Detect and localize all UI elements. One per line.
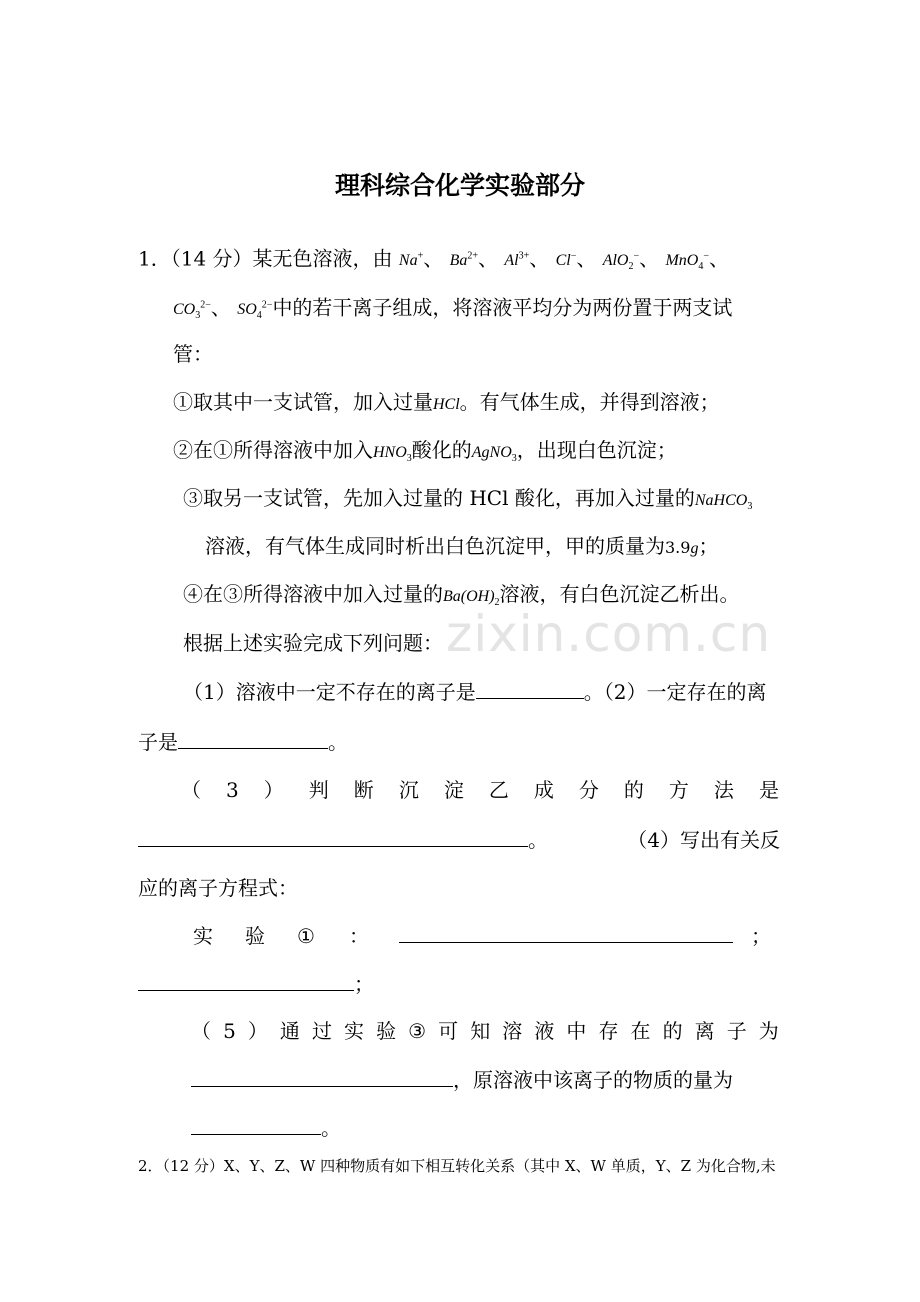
step-3-line2: 溶液，有气体生成同时析出白色沉淀甲，甲的质量为3.9g； [205, 534, 719, 558]
mass-value: 3.9 [665, 538, 691, 557]
ion-cl: Cl− [555, 251, 577, 270]
q1-line1: 1．（14 分）某无色溶液，由 Na+、 $Ba^{2+}$、 $Al^{3+}$、 Cl−、 AlO$_2$−、 MnO$_4$−、 [138, 246, 729, 273]
answer-blank-5b[interactable] [191, 1114, 321, 1135]
watermark: zixin.com.cn [446, 605, 772, 663]
sub-question-5-line2: ，原溶液中该离子的物质的量为 [191, 1066, 733, 1094]
formula-baoh2: $Ba(OH)_2$ [443, 588, 500, 609]
ion-mno4: MnO$_4$− [665, 251, 709, 273]
sub-question-5: （ 5 ） 通 过 实 验 ③ 可 知 溶 液 中 存 在 的 离 子 为 [191, 1019, 779, 1043]
sub-question-5-line3: 。 [191, 1114, 341, 1142]
q1-number: 1．（14 分） [138, 246, 253, 271]
ion-co3: $CO_3^{2-}$ [173, 300, 211, 322]
answer-blank-3[interactable] [138, 826, 528, 847]
answer-blank-4a[interactable] [399, 922, 733, 943]
step-2: ②在①所得溶液中加入$HNO_3$酸化的AgNO$_3$，出现白色沉淀； [173, 438, 677, 465]
sub-question-4: 应的离子方程式： [138, 876, 298, 900]
q1-intro: 某无色溶液，由 [252, 246, 393, 271]
ion-na: Na+ [398, 251, 424, 270]
step-1: ①取其中一支试管，加入过量HCl。有气体生成，并得到溶液； [173, 390, 720, 414]
ion-ba: $Ba^{2+}$ [449, 251, 478, 270]
ion-alo2: AlO$_2$− [602, 251, 640, 273]
experiment-1-line: 实 验 ① ： ； [193, 924, 771, 948]
page-title: 理科综合化学实验部分 [334, 171, 585, 200]
answer-blank-1[interactable] [476, 678, 584, 699]
answer-blank-2[interactable] [178, 728, 328, 749]
formula-hcl: HCl [433, 396, 460, 413]
ion-al: $Al^{3+}$ [504, 251, 530, 270]
q1-line3: 管： [173, 342, 213, 366]
step-3-line1: ③取另一支试管，先加入过量的 HCl 酸化，再加入过量的NaHCO$_3$ [183, 486, 753, 513]
mass-unit: g [690, 540, 699, 557]
formula-nahco3: NaHCO$_3$ [694, 492, 753, 513]
formula-agno3: AgNO$_3$ [471, 444, 517, 465]
answer-blank-5a[interactable] [191, 1066, 453, 1087]
ion-so4: $SO_4^{2-}$ [237, 300, 273, 322]
formula-hno3: $HNO_3$ [373, 444, 412, 465]
sub-question-2: 子是 。 [138, 730, 348, 754]
sub-question-1: （1）溶液中一定不存在的离子是 。（2）一定存在的离 [183, 680, 767, 704]
step-4: ④在③所得溶液中加入过量的$Ba(OH)_2$溶液，有白色沉淀乙析出。 [183, 582, 740, 609]
q1-line2: $CO_3^{2-}$、 $SO_4^{2-}$中的若干离子组成，将溶液平均分为两份置于两支试 [173, 295, 733, 322]
answer-blank-4b[interactable] [138, 970, 354, 991]
sub-question-3-line2: 。 （4）写出有关反 [138, 826, 780, 854]
sub-question-3: （ 3 ） 判 断 沉 淀 乙 成 分 的 方 法 是 [181, 778, 779, 802]
question-2: 2．（12 分）X、Y、Z、W 四种物质有如下相互转化关系（其中 X、W 单质，Y、Z 为化合物,未 [138, 1157, 776, 1175]
experiment-1-line2: ； [138, 970, 374, 998]
prompt: 根据上述实验完成下列问题： [183, 631, 443, 655]
